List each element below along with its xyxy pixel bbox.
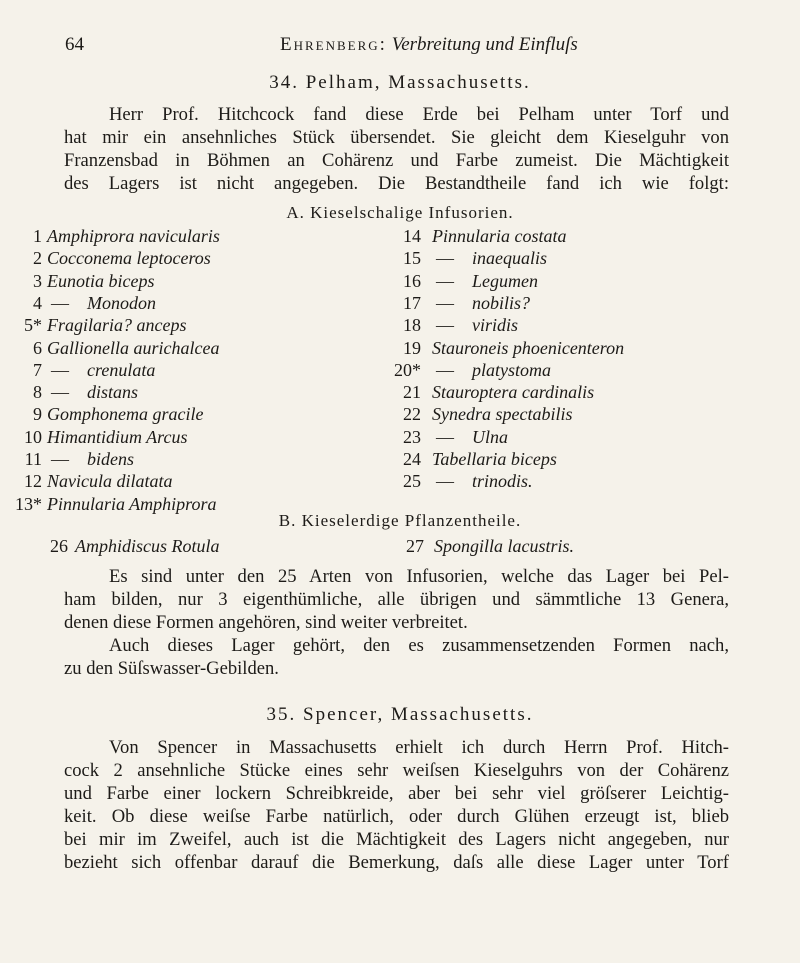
text-line: bezieht sich offenbar darauf die Bemerkung, daſs alle diese Lager unter Torf <box>64 852 729 873</box>
species-epithet: bidens <box>87 449 134 469</box>
text-line: bei mir im Zweifel, auch ist die Mächtigkeit des Lagers nicht angegeben, nur <box>64 829 729 850</box>
ditto-dash: — <box>51 292 69 313</box>
species-epithet: trinodis. <box>472 471 533 492</box>
item-number: 6 <box>33 337 42 358</box>
text-line: und Farbe einer lockern Schreibkreide, aber bei sehr viel gröſserer Leichtig- <box>64 783 729 804</box>
text-line: Von Spencer in Massachusetts erhielt ich durch Herrn Prof. Hitch- <box>109 737 729 758</box>
item-number: 9 <box>33 404 42 425</box>
species-name <box>432 293 530 314</box>
item-number: 8 <box>33 382 42 403</box>
item-number: 5* <box>24 315 42 336</box>
page-number: 64 <box>65 34 84 55</box>
species-name <box>432 471 533 492</box>
species-name: Spongilla lacustris. <box>434 536 575 556</box>
species-epithet: Legumen <box>472 270 538 291</box>
item-number: 25 <box>403 471 421 492</box>
item-number: 14 <box>403 226 421 246</box>
text-line: des Lagers ist nicht angegeben. Die Bestandtheile fand ich wie folgt: <box>64 173 729 194</box>
header-title: Verbreitung und Einfluſs <box>391 34 578 55</box>
species-name <box>432 315 518 336</box>
ditto-dash: — <box>436 471 454 492</box>
item-number: 18 <box>403 315 421 336</box>
section-35-heading: 35. Spencer, Massachusetts. <box>266 704 534 725</box>
species-epithet: Ulna <box>472 426 508 447</box>
species-name: Synedra spectabilis <box>432 404 573 425</box>
species-name: Pinnularia costata <box>432 226 567 246</box>
species-epithet: nobilis? <box>472 292 531 313</box>
species-name <box>47 382 138 403</box>
item-number: 7 <box>33 359 42 380</box>
ditto-dash: — <box>51 449 69 469</box>
species-name <box>47 360 155 381</box>
species-name: Himantidium Arcus <box>47 426 188 447</box>
species-name <box>47 293 156 314</box>
species-epithet: crenulata <box>87 359 156 380</box>
running-title <box>280 34 578 56</box>
ditto-dash: — <box>436 426 454 447</box>
species-epithet: platystoma <box>472 359 551 380</box>
species-epithet: inaequalis <box>472 248 547 269</box>
species-name: Stauroneis phoenicenteron <box>432 337 625 358</box>
species-name <box>432 427 508 448</box>
ditto-dash: — <box>51 359 69 380</box>
ditto-dash: — <box>436 248 454 269</box>
item-number: 16 <box>403 270 421 291</box>
item-number: 2 <box>33 248 42 269</box>
item-number: 13* <box>15 493 42 514</box>
item-number: 26 <box>50 536 68 556</box>
text-line: Auch dieses Lager gehört, den es zusammensetzenden Formen nach, <box>109 635 729 656</box>
text-line: hat mir ein ansehnliches Stück übersendet. Sie gleicht dem Kieselguhr von <box>64 127 729 148</box>
item-number: 24 <box>403 449 421 469</box>
text-line: Es sind unter den 25 Arten von Infusorien, welche das Lager bei Pel- <box>109 566 729 587</box>
subheading-b: B. Kieselerdige Pflanzentheile. <box>278 511 522 530</box>
species-name: Amphiprora navicularis <box>47 226 220 246</box>
species-name <box>432 248 547 269</box>
item-number: 20* <box>394 359 421 380</box>
item-number: 3 <box>33 270 42 291</box>
item-number: 12 <box>24 471 42 492</box>
ditto-dash: — <box>436 270 454 291</box>
species-name <box>432 271 538 292</box>
text-line: zu den Süſswasser-Gebilden. <box>64 658 279 679</box>
text-line: ham bilden, nur 3 eigenthümliche, alle übrigen und sämmtliche 13 Genera, <box>64 589 729 610</box>
species-epithet: distans <box>87 382 139 403</box>
species-name: Pinnularia Amphiprora <box>47 493 217 514</box>
species-name: Amphidiscus Rotula <box>75 536 220 556</box>
text-line: Franzensbad in Böhmen an Cohärenz und Farbe zumeist. Die Mächtigkeit <box>64 150 729 171</box>
running-header <box>0 34 800 60</box>
species-name: Cocconema leptoceros <box>47 248 211 269</box>
species-name <box>432 360 551 381</box>
species-name: Stauroptera cardinalis <box>432 382 595 403</box>
ditto-dash: — <box>436 315 454 336</box>
subheading-a: A. Kieselschalige Infusorien. <box>286 203 514 222</box>
item-number: 23 <box>403 426 421 447</box>
species-epithet: viridis <box>472 315 519 336</box>
text-line: keit. Ob diese weiſse Farbe natürlich, oder durch Glühen erzeugt ist, blieb <box>64 806 729 827</box>
species-epithet: Monodon <box>87 292 156 313</box>
item-number: 4 <box>33 292 42 313</box>
ditto-dash: — <box>436 359 454 380</box>
item-number: 19 <box>403 337 421 358</box>
section-34-heading: 34. Pelham, Massachusetts. <box>269 72 531 93</box>
header-author: Ehrenberg: <box>280 34 387 55</box>
species-name: Gallionella aurichalcea <box>47 337 220 358</box>
item-number: 1 <box>33 226 42 246</box>
species-name <box>47 449 134 470</box>
item-number: 17 <box>403 292 421 313</box>
species-name: Fragilaria? anceps <box>47 315 187 336</box>
text-line: denen diese Formen angehören, sind weiter verbreitet. <box>64 612 468 633</box>
species-name: Eunotia biceps <box>47 270 155 291</box>
text-line: Herr Prof. Hitchcock fand diese Erde bei Pelham unter Torf und <box>109 104 729 125</box>
item-number: 21 <box>403 382 421 403</box>
item-number: 11 <box>24 449 42 469</box>
ditto-dash: — <box>436 292 454 313</box>
item-number: 22 <box>403 404 421 425</box>
text-line: cock 2 ansehnliche Stücke eines sehr weiſsen Kieselguhrs von der Cohärenz <box>64 760 729 781</box>
item-number: 10 <box>24 426 42 447</box>
species-name: Gomphonema gracile <box>47 404 204 425</box>
item-number: 15 <box>403 248 421 269</box>
item-number: 27 <box>406 536 424 556</box>
species-name: Navicula dilatata <box>47 471 173 492</box>
ditto-dash: — <box>51 382 69 403</box>
species-name: Tabellaria biceps <box>432 449 557 469</box>
